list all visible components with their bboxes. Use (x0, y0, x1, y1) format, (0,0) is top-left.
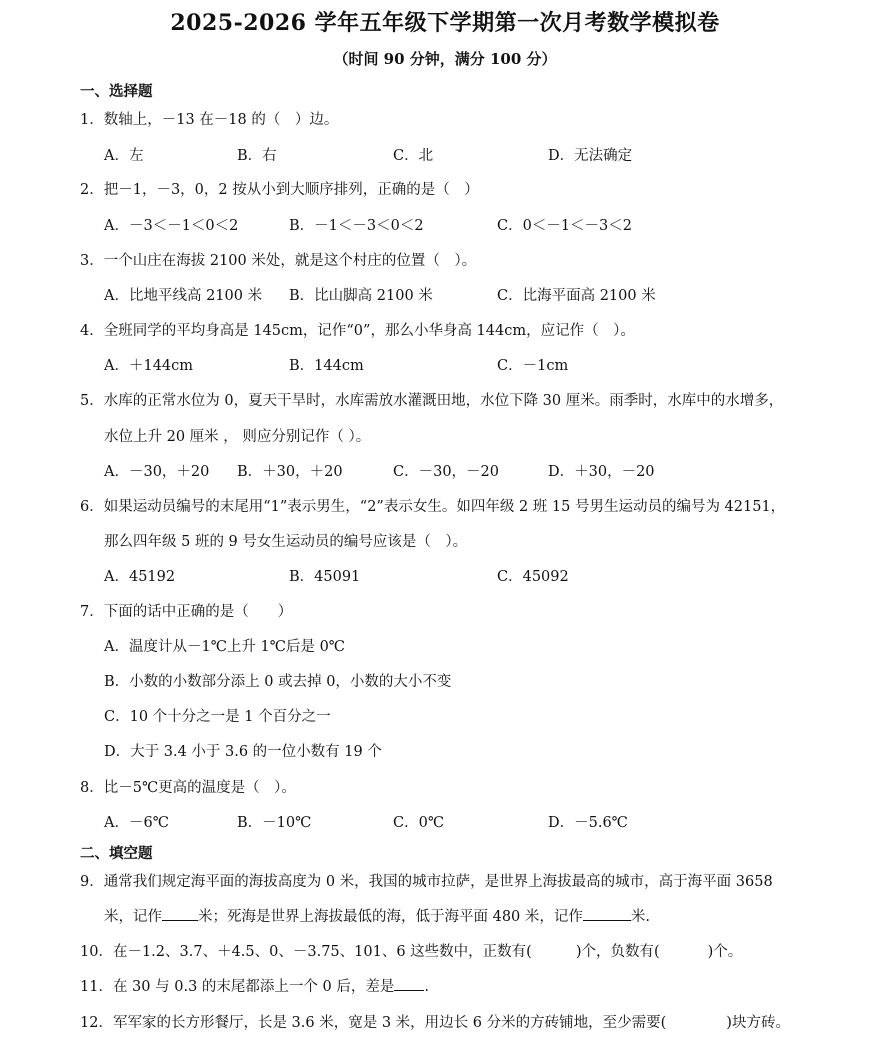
option-c[interactable]: C．－1cm (497, 358, 569, 374)
exam-subtitle: （时间 90 分钟，满分 100 分） (333, 50, 557, 68)
question-number: 12． (80, 1015, 113, 1031)
option-c[interactable]: C．比海平面高 2100 米 (497, 288, 656, 304)
question-6-options (104, 565, 804, 585)
section-fill-heading: 二、填空题 (80, 845, 153, 862)
answer-blank[interactable] (394, 976, 424, 991)
question-2 (80, 178, 479, 199)
text-segment: )块方砖。 (726, 1015, 790, 1031)
question-8 (80, 776, 296, 797)
option-b[interactable]: B．－1＜－3＜0＜2 (289, 218, 424, 234)
question-number: 6． (80, 499, 104, 515)
question-text: 比－5℃更高的温度是（ ）。 (103, 780, 296, 796)
section-choice-heading: 一、选择题 (80, 83, 153, 100)
option-c[interactable]: C．0℃ (393, 815, 445, 831)
option-d[interactable]: D．无法确定 (548, 148, 633, 164)
question-5-options (104, 460, 804, 480)
option-d[interactable]: D．＋30，－20 (548, 464, 655, 480)
option-b[interactable]: B．144cm (289, 358, 364, 374)
question-5 (80, 389, 783, 410)
question-4 (80, 319, 635, 340)
question-number: 2． (80, 182, 104, 198)
question-text: 水库的正常水位为 0，夏天干旱时，水库需放水灌溉田地，水位下降 30 厘米。雨季时，水库中的水增多， (103, 393, 784, 409)
question-text: 一个山庄在海拔 2100 米处，就是这个村庄的位置（ ）。 (103, 253, 477, 269)
question-number: 11． (80, 979, 113, 995)
question-12 (80, 1011, 790, 1032)
question-number: 10． (80, 944, 113, 960)
question-number: 4． (80, 323, 104, 339)
text-segment: 在－1.2、3.7、＋4.5、0、－3.75、101、6 这些数中，正数有( (112, 944, 532, 960)
question-3-options (104, 284, 804, 304)
question-1 (80, 108, 338, 129)
question-11 (80, 975, 429, 996)
question-8-options (104, 811, 804, 831)
question-9 (80, 870, 773, 891)
question-4-options (104, 354, 804, 374)
option-d[interactable]: D．大于 3.4 小于 3.6 的一位小数有 19 个 (104, 744, 382, 760)
option-a[interactable]: A．－3＜－1＜0＜2 (104, 218, 239, 234)
question-10 (80, 940, 742, 961)
question-text: 通常我们规定海平面的海拔高度为 0 米，我国的城市拉萨，是世界上海拔最高的城市，高于海平面 3658 (103, 874, 773, 890)
text-segment: . (424, 979, 429, 995)
option-c[interactable]: C．10 个十分之一是 1 个百分之一 (104, 709, 331, 725)
option-a[interactable]: A．45192 (104, 569, 176, 585)
text-segment: 米，记作 (104, 909, 162, 925)
question-text: 数轴上，－13 在－18 的（ ）边。 (103, 112, 339, 128)
question-5-continuation: 水位上升 20 厘米 ， 则应分别记作（ ）。 (104, 429, 371, 445)
option-a[interactable]: A．＋144cm (104, 358, 194, 374)
option-a[interactable]: A．比地平线高 2100 米 (104, 288, 263, 304)
question-6-continuation: 那么四年级 5 班的 9 号女生运动员的编号应该是（ ）。 (104, 534, 468, 550)
question-number: 5． (80, 393, 104, 409)
option-b[interactable]: B．＋30，＋20 (237, 464, 343, 480)
option-d[interactable]: D．－5.6℃ (548, 815, 628, 831)
option-c[interactable]: C．45092 (497, 569, 569, 585)
text-segment: )个。 (707, 944, 743, 960)
question-number: 3． (80, 253, 104, 269)
question-3 (80, 249, 476, 270)
question-number: 8． (80, 780, 104, 796)
option-c[interactable]: C．0＜－1＜－3＜2 (497, 218, 632, 234)
question-1-options (104, 144, 804, 164)
question-number: 7． (80, 604, 104, 620)
question-text: 如果运动员编号的末尾用“1”表示男生，“2”表示女生。如四年级 2 班 15 号男生运动员的编号为 42151， (103, 499, 786, 515)
question-number: 9． (80, 874, 104, 890)
text-segment: 在 30 与 0.3 的末尾都添上一个 0 后，差是 (112, 979, 395, 995)
question-text: 下面的话中正确的是（ ） (103, 604, 293, 620)
text-segment: 军军家的长方形餐厅，长是 3.6 米，宽是 3 米，用边长 6 分米的方砖铺地，至少需要( (112, 1015, 667, 1031)
question-text: 把－1，－3，0，2 按从小到大顺序排列，正确的是（ ） (103, 182, 479, 198)
option-b[interactable]: B．45091 (289, 569, 361, 585)
answer-blank[interactable] (583, 906, 631, 921)
option-b[interactable]: B．比山脚高 2100 米 (289, 288, 433, 304)
exam-title: 2025-2026 学年五年级下学期第一次月考数学模拟卷 (170, 10, 720, 36)
option-a[interactable]: A．左 (104, 148, 144, 164)
question-2-options (104, 214, 804, 234)
option-b[interactable]: B．小数的小数部分添上 0 或去掉 0，小数的大小不变 (104, 674, 452, 690)
option-c[interactable]: C．－30，－20 (393, 464, 499, 480)
answer-blank[interactable] (162, 906, 198, 921)
text-segment: 米；死海是世界上海拔最低的海，低于海平面 480 米，记作 (198, 909, 583, 925)
question-7 (80, 600, 292, 621)
option-b[interactable]: B．右 (237, 148, 277, 164)
question-9-continuation (104, 905, 650, 926)
text-segment: 米. (630, 909, 651, 925)
option-c[interactable]: C．北 (393, 148, 434, 164)
option-b[interactable]: B．－10℃ (237, 815, 312, 831)
option-a[interactable]: A．温度计从－1℃上升 1℃后是 0℃ (104, 639, 346, 655)
question-text: 全班同学的平均身高是 145cm，记作“0”，那么小华身高 144cm，应记作（ ）。 (103, 323, 635, 339)
text-segment: )个，负数有( (575, 944, 660, 960)
question-6 (80, 495, 785, 516)
option-a[interactable]: A．－30，＋20 (104, 464, 210, 480)
question-number: 1． (80, 112, 104, 128)
option-a[interactable]: A．－6℃ (104, 815, 169, 831)
